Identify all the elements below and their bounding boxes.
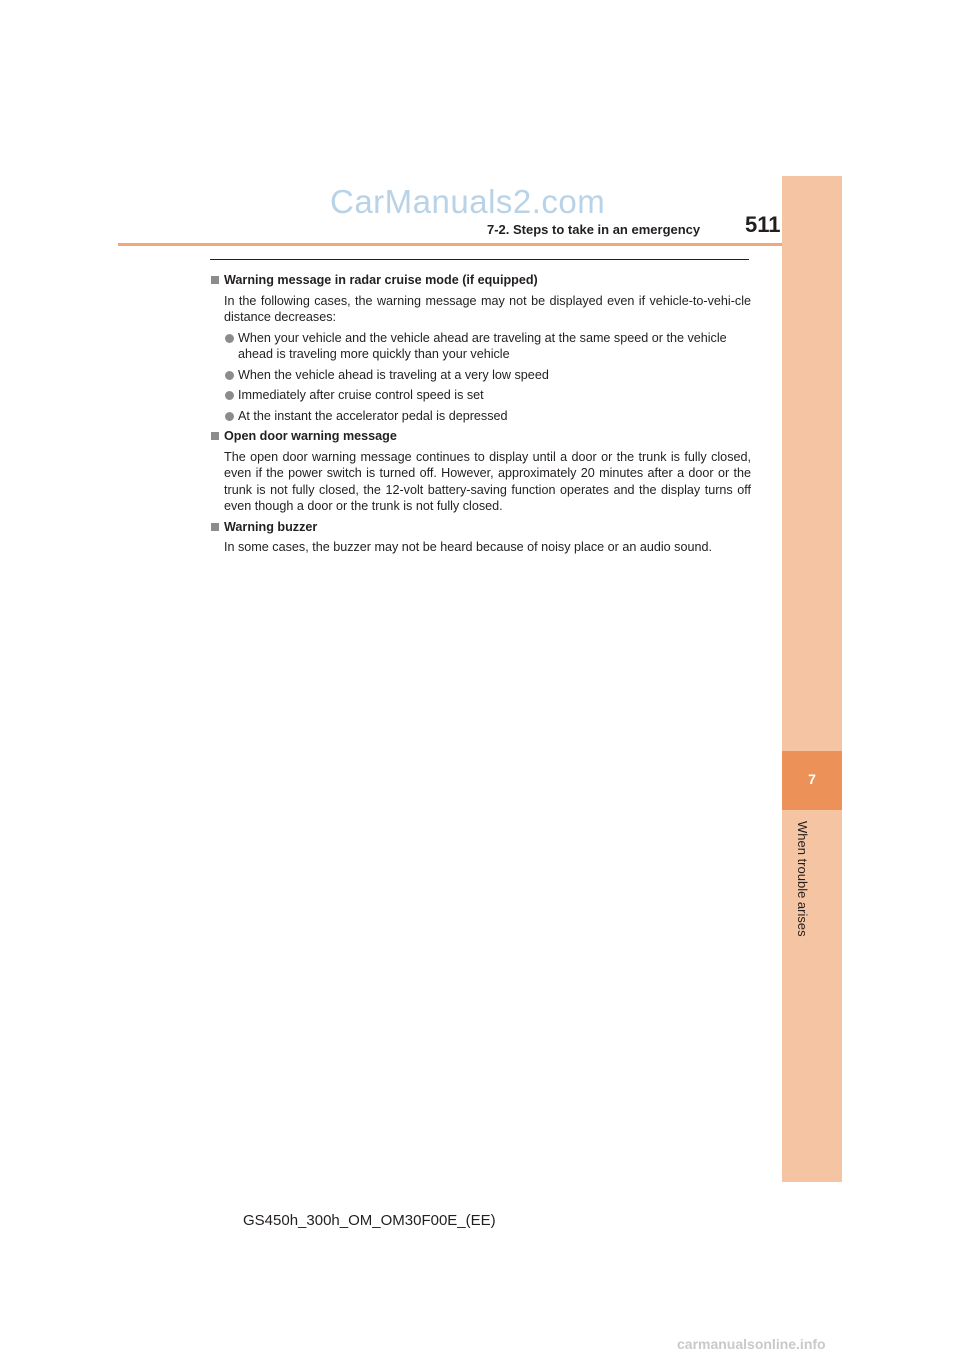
heading-text: Warning buzzer: [224, 519, 318, 534]
chapter-number-box: [782, 751, 842, 810]
header-rule: [118, 243, 782, 246]
round-bullet-icon: [225, 391, 234, 400]
page-content: [210, 268, 751, 556]
paragraph: In the following cases, the warning message may not be displayed even if vehicle-to-vehi-cle distance decreases:: [224, 293, 751, 324]
square-bullet-icon: [211, 432, 219, 440]
round-bullet-icon: [225, 334, 234, 343]
paragraph: The open door warning message continues to display until a door or the trunk is fully closed, even if the power switch is turned off. However, approximately 20 minutes after a door or the trunk is not fully closed, the 12-volt battery-saving function operates and the display turns off even though a door or the trunk is not fully closed.: [224, 449, 751, 513]
body-rule: [210, 259, 749, 260]
heading-text: Warning message in radar cruise mode (if equipped): [224, 273, 538, 287]
watermark-carmanuals2: CarManuals2.com: [330, 183, 606, 220]
list-item: [210, 387, 751, 404]
list-item: [210, 367, 751, 384]
section-heading: [210, 428, 751, 445]
page-number: 511: [745, 212, 781, 237]
chapter-label: When trouble arises: [795, 821, 810, 937]
chapter-side-tab: [782, 176, 842, 1182]
document-code: GS450h_300h_OM_OM30F00E_(EE): [243, 1212, 496, 1229]
list-item-text: When the vehicle ahead is traveling at a very low speed: [238, 367, 549, 382]
chapter-number: 7: [808, 771, 816, 787]
section-heading: [210, 519, 751, 536]
square-bullet-icon: [211, 276, 219, 284]
section-title: 7-2. Steps to take in an emergency: [487, 222, 701, 237]
round-bullet-icon: [225, 412, 234, 421]
section-heading: [210, 272, 751, 289]
list-item-text: When your vehicle and the vehicle ahead are traveling at the same speed or the vehicle ahead is traveling more quickly than your vehicle: [238, 330, 727, 361]
watermark-carmanualsonline: carmanualsonline.info: [677, 1336, 826, 1352]
list-item-text: Immediately after cruise control speed is set: [238, 388, 484, 402]
round-bullet-icon: [225, 371, 234, 380]
paragraph: In some cases, the buzzer may not be heard because of noisy place or an audio sound.: [224, 540, 712, 554]
list-item-text: At the instant the accelerator pedal is depressed: [238, 408, 508, 423]
list-item: [210, 330, 751, 363]
square-bullet-icon: [211, 523, 219, 531]
heading-text: Open door warning message: [224, 429, 397, 443]
list-item: [210, 408, 751, 425]
